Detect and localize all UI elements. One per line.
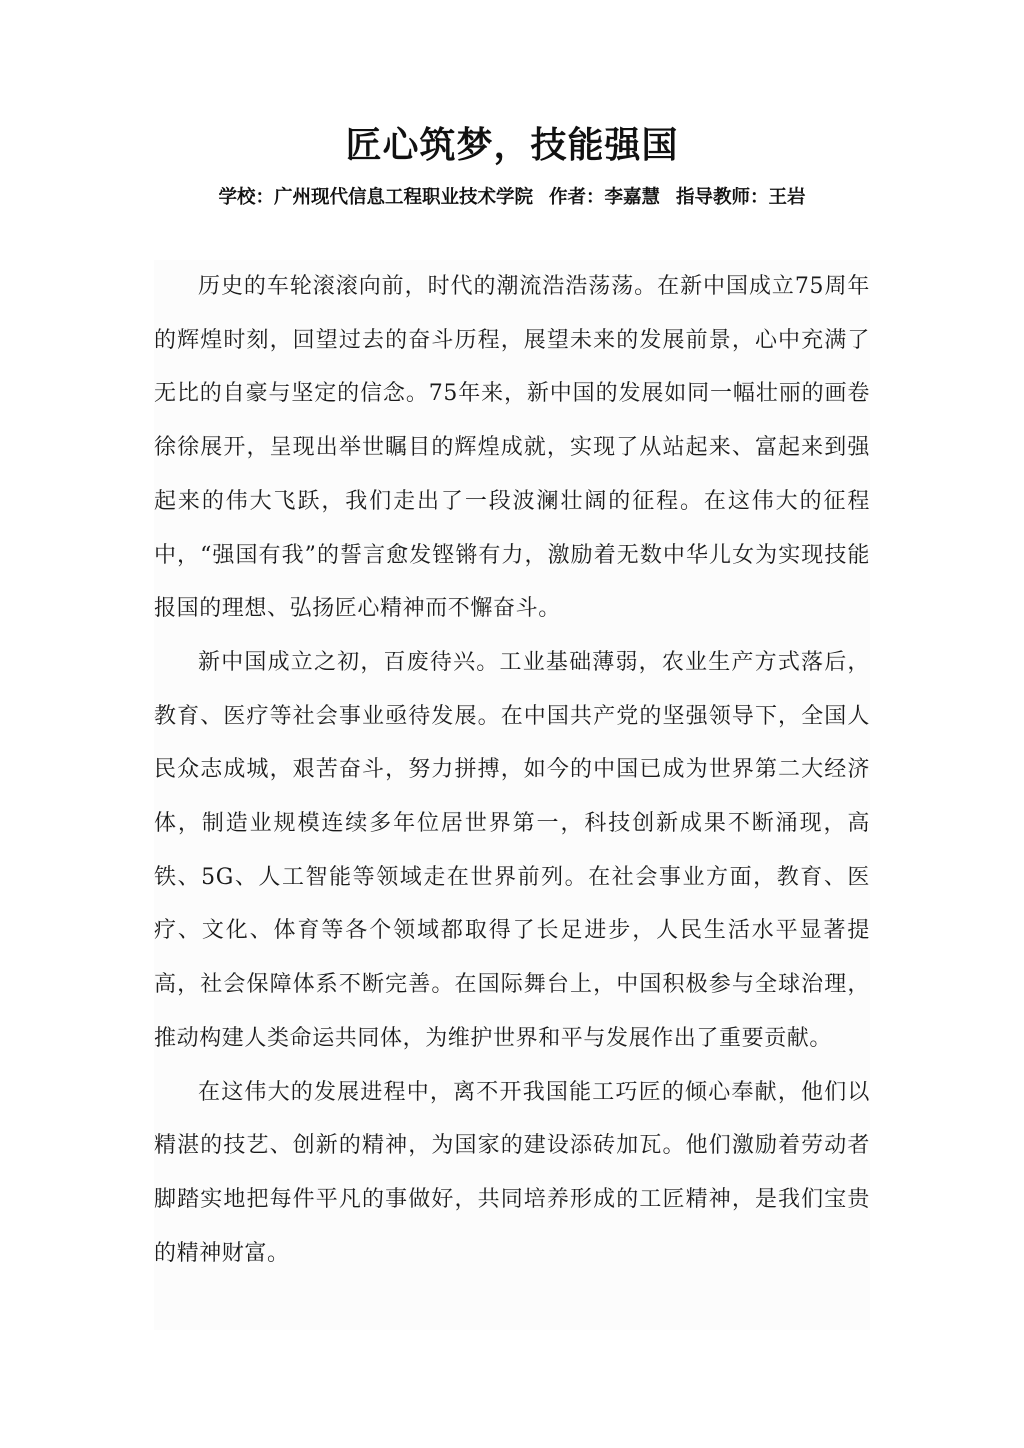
paragraph-2: 新中国成立之初，百废待兴。工业基础薄弱，农业生产方式落后，教育、医疗等社会事业亟待发展。在中国共产党的坚强领导下，全国人民众志成城，艰苦奋斗，努力拼搏，如今的中国已成为世界第二大经济体，制造业规模连续多年位居世界第一，科技创新成果不断涌现，高铁、5G、人工智能等领域走在世界前列。在社会事业方面，教育、医疗、文化、体育等各个领域都取得了长足进步，人民生活水平显著提高，社会保障体系不断完善。在国际舞台上，中国积极参与全球治理，推动构建人类命运共同体，为维护世界和平与发展作出了重要贡献。 <box>154 649 870 1051</box>
school-label: 学校： <box>218 187 274 208</box>
essay-title: 匠心筑梦，技能强国 <box>345 125 679 166</box>
author-label: 作者： <box>548 187 605 208</box>
essay-body <box>154 260 870 1330</box>
byline <box>0 183 1024 213</box>
paragraph-1: 历史的车轮滚滚向前，时代的潮流浩浩荡荡。在新中国成立75周年的辉煌时刻，回望过去的奋斗历程，展望未来的发展前景，心中充满了无比的自豪与坚定的信念。75年来，新中国的发展如同一幅壮丽的画卷徐徐展开，呈现出举世瞩目的辉煌成就，实现了从站起来、富起来到强起来的伟大飞跃，我们走出了一段波澜壮阔的征程。在这伟大的征程中，“强国有我”的誓言愈发铿锵有力，激励着无数中华儿女为实现技能报国的理想、弘扬匠心精神而不懈奋斗。 <box>154 274 870 622</box>
advisor-name: 王岩 <box>768 187 806 208</box>
advisor-label: 指导教师： <box>676 187 769 208</box>
author-name: 李嘉慧 <box>604 187 661 208</box>
school-name: 广州现代信息工程职业技术学院 <box>273 187 533 208</box>
paragraph-3: 在这伟大的发展进程中，离不开我国能工巧匠的倾心奉献，他们以精湛的技艺、创新的精神，为国家的建设添砖加瓦。他们激励着劳动者脚踏实地把每件平凡的事做好，共同培养形成的工匠精神，是我们宝贵的精神财富。 <box>154 1079 870 1266</box>
